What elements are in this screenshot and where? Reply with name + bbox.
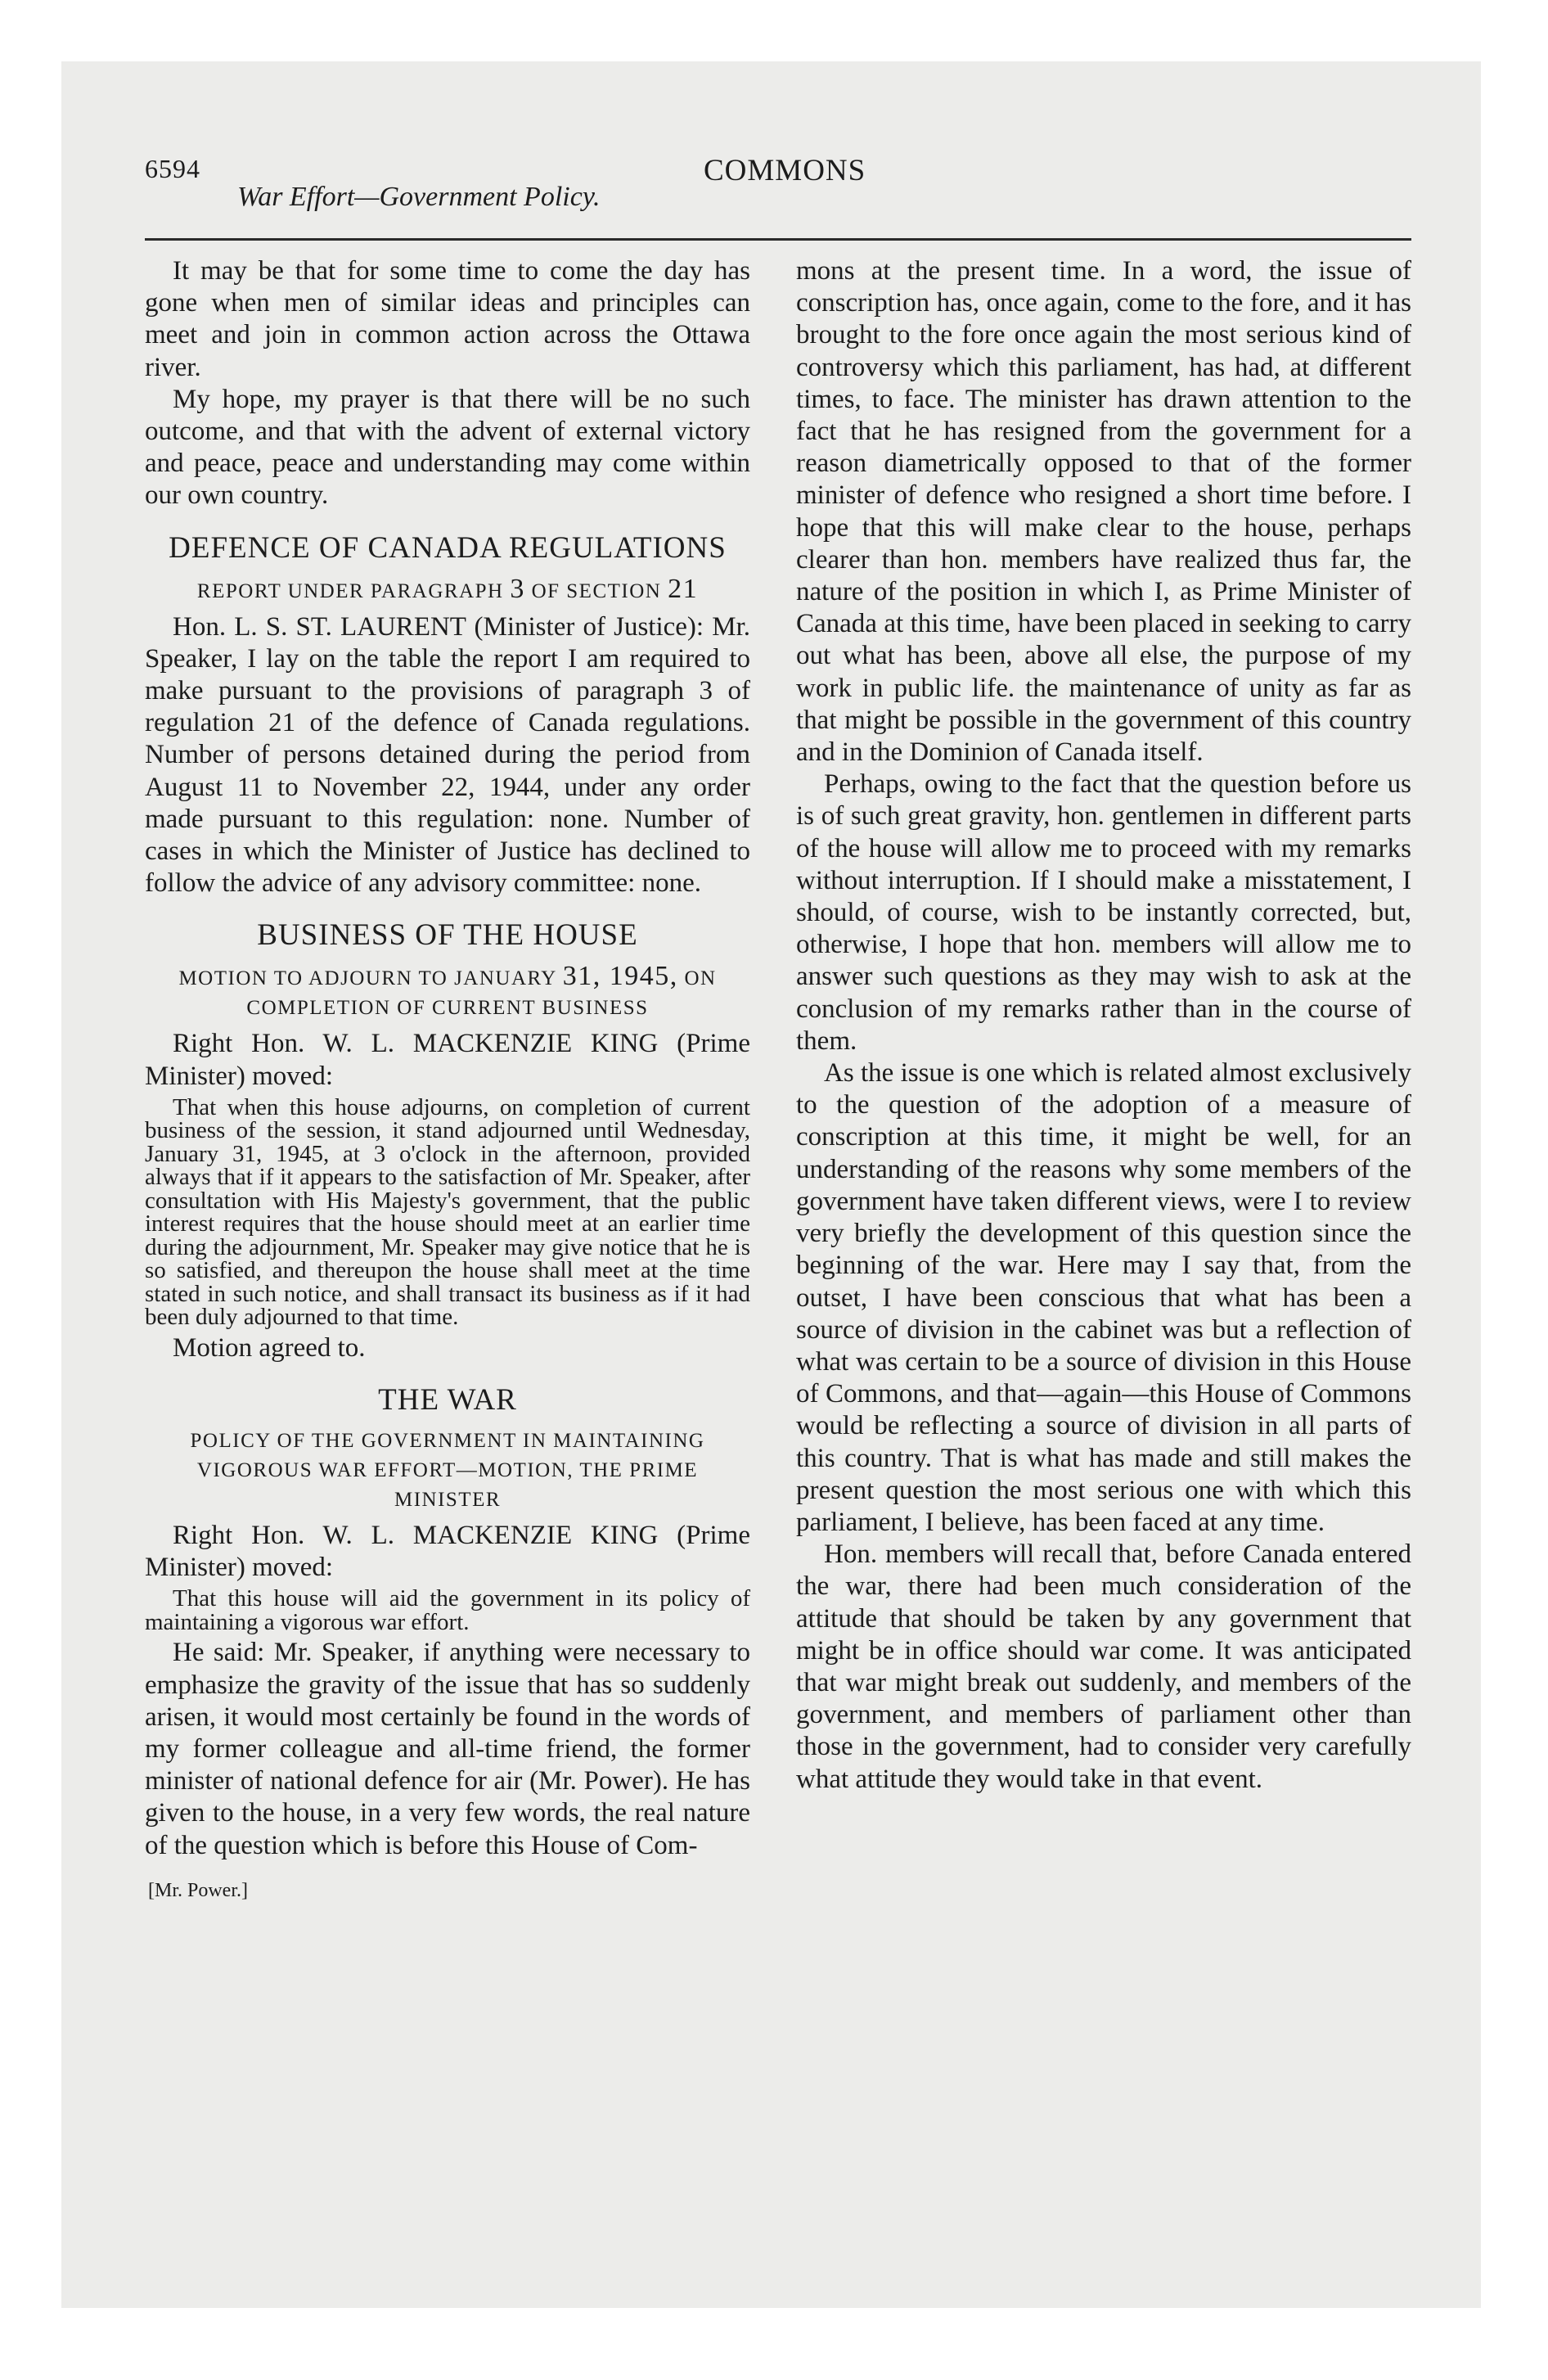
- section-subheading: [145, 575, 750, 606]
- paragraph: Motion agreed to.: [173, 1332, 366, 1363]
- page-number: 6594: [145, 154, 200, 183]
- right-column: [796, 255, 1411, 1796]
- paragraph: As the issue is one which is related almost exclusively to the question of the adoption of a measure of conscription at this time, it might be well, for an understanding of the reasons why some members of the government have taken different views, were I to review very briefly the development of this question since the beginning of the war. Here may I say that, from the outset, I have been conscious that what has been a source of division in the cabinet was but a reflection of what was certain to be a source of division in this House of Commons, and that—again—this House of Commons would be reflecting a source of division in all parts of this country. That is what has made and still makes the present question the most serious one with which this parliament, I believe, has been faced at any time.: [796, 1058, 1411, 1537]
- section-subheading: POLICY OF THE GOVERNMENT IN MAINTAINING VIGOROUS WAR EFFORT—MOTION, THE PRIME MINISTER: [190, 1430, 705, 1512]
- subheading-text: OF SECTION: [531, 579, 662, 602]
- subheading-text: MOTION TO ADJOURN TO JANUARY: [178, 967, 556, 990]
- paragraph: Hon. L. S. ST. LAURENT (Minister of Justice): Mr. Speaker, I lay on the table the report I am required to make pursuant to the provisions of paragraph 3 of regulation 21 of the defence of Canada regulations. Number of persons detained during the period from August 11 to November 22, 1944, under any order made pursuant to this regulation: none. Number of cases in which the Minister of Justice has declined to follow the advice of any advisory committee: none.: [145, 611, 750, 899]
- speaker-footnote: [Mr. Power.]: [148, 1879, 248, 1901]
- paragraph: Right Hon. W. L. MACKENZIE KING (Prime Minister) moved:: [145, 1029, 750, 1091]
- subheading-text: ON COMPLETION OF CURRENT BUSINESS: [246, 967, 717, 1020]
- section-heading: DEFENCE OF CANADA REGULATIONS: [169, 530, 727, 565]
- house-name: COMMONS: [704, 154, 866, 187]
- paragraph: Right Hon. W. L. MACKENZIE KING (Prime Minister) moved:: [145, 1521, 750, 1583]
- left-column: [145, 255, 750, 1907]
- section-heading: BUSINESS OF THE HOUSE: [257, 918, 638, 953]
- section-heading: THE WAR: [378, 1383, 517, 1418]
- subheading-number: 21: [668, 573, 699, 604]
- motion-quote: That when this house adjourns, on completion of current business of the session, it stand adjourned until Wednesday, January 31, 1945, at 3 o'clock in the afternoon, provided always that if it appears to the satisfaction of Mr. Speaker, after consultation with His Majesty's government, that the public interest requires that the house should meet at an earlier time during the adjournment, Mr. Speaker may give notice that he is so satisfied, and thereupon the house shall meet at the time stated in such notice, and shall transact its business as if it had been duly adjourned to that time.: [145, 1093, 750, 1331]
- paragraph: My hope, my prayer is that there will be no such outcome, and that with the advent of external victory and peace, peace and understanding may come within our own country.: [145, 384, 750, 511]
- running-title: War Effort—Government Policy.: [237, 182, 601, 212]
- subheading-number: 3: [510, 573, 525, 604]
- motion-quote: That this house will aid the government in its policy of maintaining a vigorous war effort.: [145, 1585, 750, 1635]
- subheading-text: REPORT UNDER PARAGRAPH: [196, 579, 504, 602]
- paragraph: Perhaps, owing to the fact that the question before us is of such great gravity, hon. gentlemen in different parts of the house will allow me to proceed with my remarks without interruption. If I should make a misstatement, I should, of course, wish to be instantly corrected, but, otherwise, I hope that hon. members will allow me to answer such questions as they may wish to ask at the conclusion of my remarks rather than in the course of them.: [796, 769, 1411, 1056]
- section-subheading: [145, 962, 750, 1023]
- subheading-number: 31, 1945,: [562, 961, 678, 992]
- paragraph: mons at the present time. In a word, the issue of conscription has, once again, come to the fore, and it has brought to the fore once again the most serious kind of controversy which this parliament, has had, at different times, to face. The minister has drawn attention to the fact that he has resigned from the government for a reason diametrically opposed to that of the former minister of defence who resigned a short time before. I hope that this will make clear to the house, perhaps clearer than hon. members have realized thus far, the nature of the position in which I, as Prime Minister of Canada at this time, have been placed in seeking to carry out what has been, above all else, the purpose of my work in public life. the maintenance of unity as far as that might be possible in the government of this country and in the Dominion of Canada itself.: [796, 256, 1411, 768]
- paragraph: Hon. members will recall that, before Canada entered the war, there had been much consideration of the attitude that should be taken by any government that might be in office should war come. It was anticipated that war might break out suddenly, and members of the government, and members of parliament other than those in the government, had to consider very carefully what attitude they would take in that event.: [796, 1539, 1411, 1794]
- paragraph: It may be that for some time to come the day has gone when men of similar ideas and principles can meet and join in common action across the Ottawa river.: [145, 256, 750, 382]
- paragraph: He said: Mr. Speaker, if anything were necessary to emphasize the gravity of the issue that has so suddenly arisen, it would most certainly be found in the words of my former colleague and all-time friend, the former minister of national defence for air (Mr. Power). He has given to the house, in a very few words, the real nature of the question which is before this House of Com-: [145, 1638, 750, 1860]
- header-rule: [145, 238, 1411, 241]
